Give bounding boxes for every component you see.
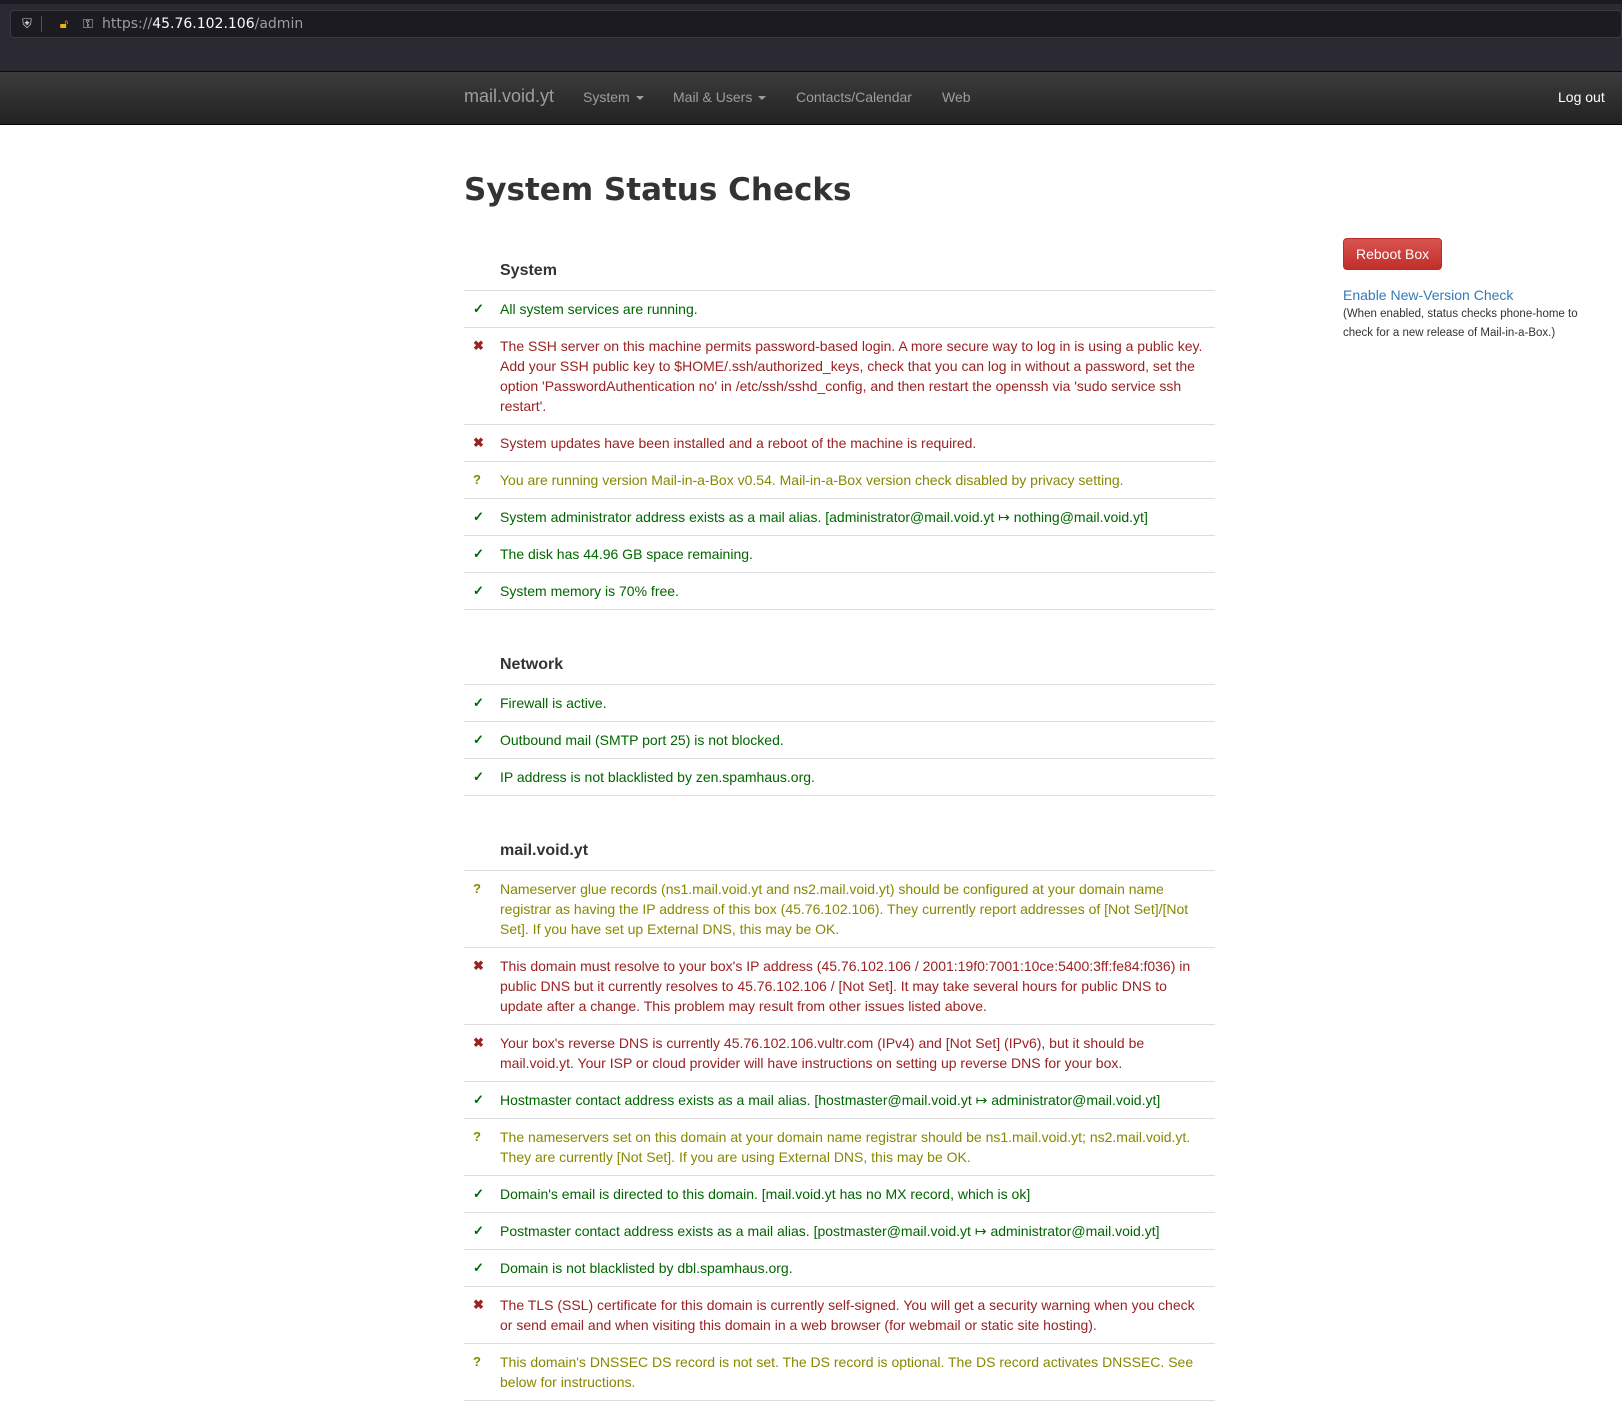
version-check-note: (When enabled, status checks phone-home to check for a new release of Mail-in-a-Box.) bbox=[1343, 308, 1578, 339]
sidebar-actions bbox=[1343, 238, 1603, 343]
nav-mail-users-label: Mail & Users bbox=[673, 89, 753, 105]
check-row-error bbox=[464, 328, 1215, 425]
nav-contacts-calendar[interactable]: Contacts/Calendar bbox=[796, 89, 912, 105]
section-heading bbox=[464, 246, 1215, 291]
check-message: This domain's DNSSEC DS record is not set. The DS record is optional. The DS record activates DNSSEC. See below for instructions. bbox=[500, 1354, 1194, 1390]
check-message: Nameserver glue records (ns1.mail.void.yt and ns2.mail.void.yt) should be configured at your domain name registrar as having the IP address of this box (45.76.102.106). They currently report addresses of [Not Set]/[Not Set]. If you have set up External DNS, this may be OK. bbox=[500, 881, 1189, 937]
check-message: Firewall is active. bbox=[500, 695, 607, 711]
chevron-down-icon bbox=[758, 96, 766, 100]
check-row-error bbox=[464, 948, 1215, 1025]
error-x-icon: ✖ bbox=[473, 1297, 484, 1312]
browser-toolbar bbox=[0, 0, 1622, 72]
check-message: Domain's email is directed to this domain. [mail.void.yt has no MX record, which is ok] bbox=[500, 1186, 1031, 1202]
check-row-warning bbox=[464, 1344, 1215, 1401]
reboot-box-button[interactable]: Reboot Box bbox=[1343, 238, 1442, 270]
page-title: System Status Checks bbox=[464, 172, 852, 208]
check-row-ok bbox=[464, 1250, 1215, 1287]
check-row-ok bbox=[464, 1176, 1215, 1213]
section-heading bbox=[464, 826, 1215, 871]
section-spacer bbox=[464, 796, 1215, 826]
check-row-ok bbox=[464, 499, 1215, 536]
enable-version-check-link[interactable]: Enable New-Version Check bbox=[1343, 287, 1514, 303]
check-row-ok bbox=[464, 536, 1215, 573]
check-row-error bbox=[464, 425, 1215, 462]
url-path: /admin bbox=[254, 16, 304, 32]
checkmark-icon: ✓ bbox=[473, 732, 484, 747]
check-message: Your box's reverse DNS is currently 45.76.102.106.vultr.com (IPv4) and [Not Set] (IPv6), but it should be mail.void.yt. Your ISP or cloud provider will have instructions on setting up reverse DNS for your box. bbox=[500, 1035, 1145, 1071]
check-row-ok bbox=[464, 573, 1215, 610]
checkmark-icon: ✓ bbox=[473, 509, 484, 524]
navbar-brand[interactable]: mail.void.yt bbox=[464, 86, 555, 106]
check-row-ok bbox=[464, 759, 1215, 796]
section-heading bbox=[464, 640, 1215, 685]
error-x-icon: ✖ bbox=[473, 435, 484, 450]
chevron-down-icon bbox=[636, 96, 644, 100]
checkmark-icon: ✓ bbox=[473, 1186, 484, 1201]
checkmark-icon: ✓ bbox=[473, 1260, 484, 1275]
url-scheme: https:// bbox=[102, 16, 153, 32]
question-mark-icon: ? bbox=[473, 881, 481, 896]
check-row-warning bbox=[464, 871, 1215, 948]
check-row-error bbox=[464, 1287, 1215, 1344]
check-row-ok bbox=[464, 291, 1215, 328]
checkmark-icon: ✓ bbox=[473, 583, 484, 598]
site-navbar bbox=[0, 72, 1622, 125]
url-text[interactable] bbox=[102, 16, 303, 32]
nav-system-menu[interactable] bbox=[583, 89, 644, 105]
error-x-icon: ✖ bbox=[473, 1035, 484, 1050]
checkmark-icon: ✓ bbox=[473, 695, 484, 710]
url-bar[interactable] bbox=[10, 10, 1622, 38]
section-title: Network bbox=[500, 656, 564, 673]
check-message: System memory is 70% free. bbox=[500, 583, 679, 599]
check-row-warning bbox=[464, 462, 1215, 499]
logout-link[interactable]: Log out bbox=[1558, 89, 1605, 105]
check-message: Postmaster contact address exists as a mail alias. [postmaster@mail.void.yt ↦ administrator@mail.void.yt] bbox=[500, 1223, 1160, 1239]
section-title: mail.void.yt bbox=[500, 842, 589, 859]
question-mark-icon: ? bbox=[473, 472, 481, 487]
toolbar-strip bbox=[0, 44, 1622, 72]
question-mark-icon: ? bbox=[473, 1354, 481, 1369]
checkmark-icon: ✓ bbox=[473, 1092, 484, 1107]
check-message: The disk has 44.96 GB space remaining. bbox=[500, 546, 753, 562]
nav-mail-users-menu[interactable] bbox=[673, 89, 766, 105]
check-row-ok bbox=[464, 722, 1215, 759]
check-message: The SSH server on this machine permits password-based login. A more secure way to log in is using a public key. Add your SSH public key to $HOME/.ssh/authorized_keys, check that you can log in without a password, set the option 'PasswordAuthentication no' in /etc/ssh/sshd_config, and then restart the openssh via 'sudo service ssh restart'. bbox=[500, 338, 1203, 414]
check-message: System administrator address exists as a mail alias. [administrator@mail.void.yt ↦ nothing@mail.void.yt] bbox=[500, 509, 1148, 525]
check-message: This domain must resolve to your box's IP address (45.76.102.106 / 2001:19f0:7001:10ce:5400:3ff:fe84:f036) in public DNS but it currently resolves to 45.76.102.106 / [Not Set]. It may take several hours for public DNS to update after a change. This problem may result from other issues listed above. bbox=[500, 958, 1191, 1014]
check-row-warning bbox=[464, 1119, 1215, 1176]
error-x-icon: ✖ bbox=[473, 958, 484, 973]
check-row-ok bbox=[464, 685, 1215, 722]
status-checks-table bbox=[464, 246, 1215, 1401]
check-message: System updates have been installed and a reboot of the machine is required. bbox=[500, 435, 977, 451]
insecure-lock-icon[interactable]: 🔓︎ bbox=[59, 16, 69, 31]
check-row-ok bbox=[464, 1213, 1215, 1250]
key-icon[interactable]: ⚿ bbox=[83, 16, 93, 31]
nav-web[interactable]: Web bbox=[942, 89, 971, 105]
check-message: The nameservers set on this domain at your domain name registrar should be ns1.mail.void.yt; ns2.mail.void.yt. They are currently [Not Set]. If you are using External DNS, this may be OK. bbox=[500, 1129, 1191, 1165]
url-host: 45.76.102.106 bbox=[152, 16, 255, 32]
check-message: All system services are running. bbox=[500, 301, 698, 317]
shield-icon[interactable]: ⛨ bbox=[22, 16, 32, 31]
check-message: Outbound mail (SMTP port 25) is not blocked. bbox=[500, 732, 784, 748]
check-message: The TLS (SSL) certificate for this domain is currently self-signed. You will get a security warning when you check or send email and when visiting this domain in a web browser (for webmail or static site hosting). bbox=[500, 1297, 1195, 1333]
section-title: System bbox=[500, 262, 557, 279]
check-row-error bbox=[464, 1025, 1215, 1082]
check-row-ok bbox=[464, 1082, 1215, 1119]
nav-system-label: System bbox=[583, 89, 630, 105]
checkmark-icon: ✓ bbox=[473, 1223, 484, 1238]
check-message: Domain is not blacklisted by dbl.spamhaus.org. bbox=[500, 1260, 793, 1276]
check-message: You are running version Mail-in-a-Box v0.54. Mail-in-a-Box version check disabled by privacy setting. bbox=[500, 472, 1124, 488]
error-x-icon: ✖ bbox=[473, 338, 484, 353]
check-message: Hostmaster contact address exists as a mail alias. [hostmaster@mail.void.yt ↦ administrator@mail.void.yt] bbox=[500, 1092, 1161, 1108]
section-spacer bbox=[464, 610, 1215, 640]
checkmark-icon: ✓ bbox=[473, 546, 484, 561]
checkmark-icon: ✓ bbox=[473, 301, 484, 316]
question-mark-icon: ? bbox=[473, 1129, 481, 1144]
check-message: IP address is not blacklisted by zen.spamhaus.org. bbox=[500, 769, 815, 785]
url-separator bbox=[41, 16, 42, 32]
checkmark-icon: ✓ bbox=[473, 769, 484, 784]
